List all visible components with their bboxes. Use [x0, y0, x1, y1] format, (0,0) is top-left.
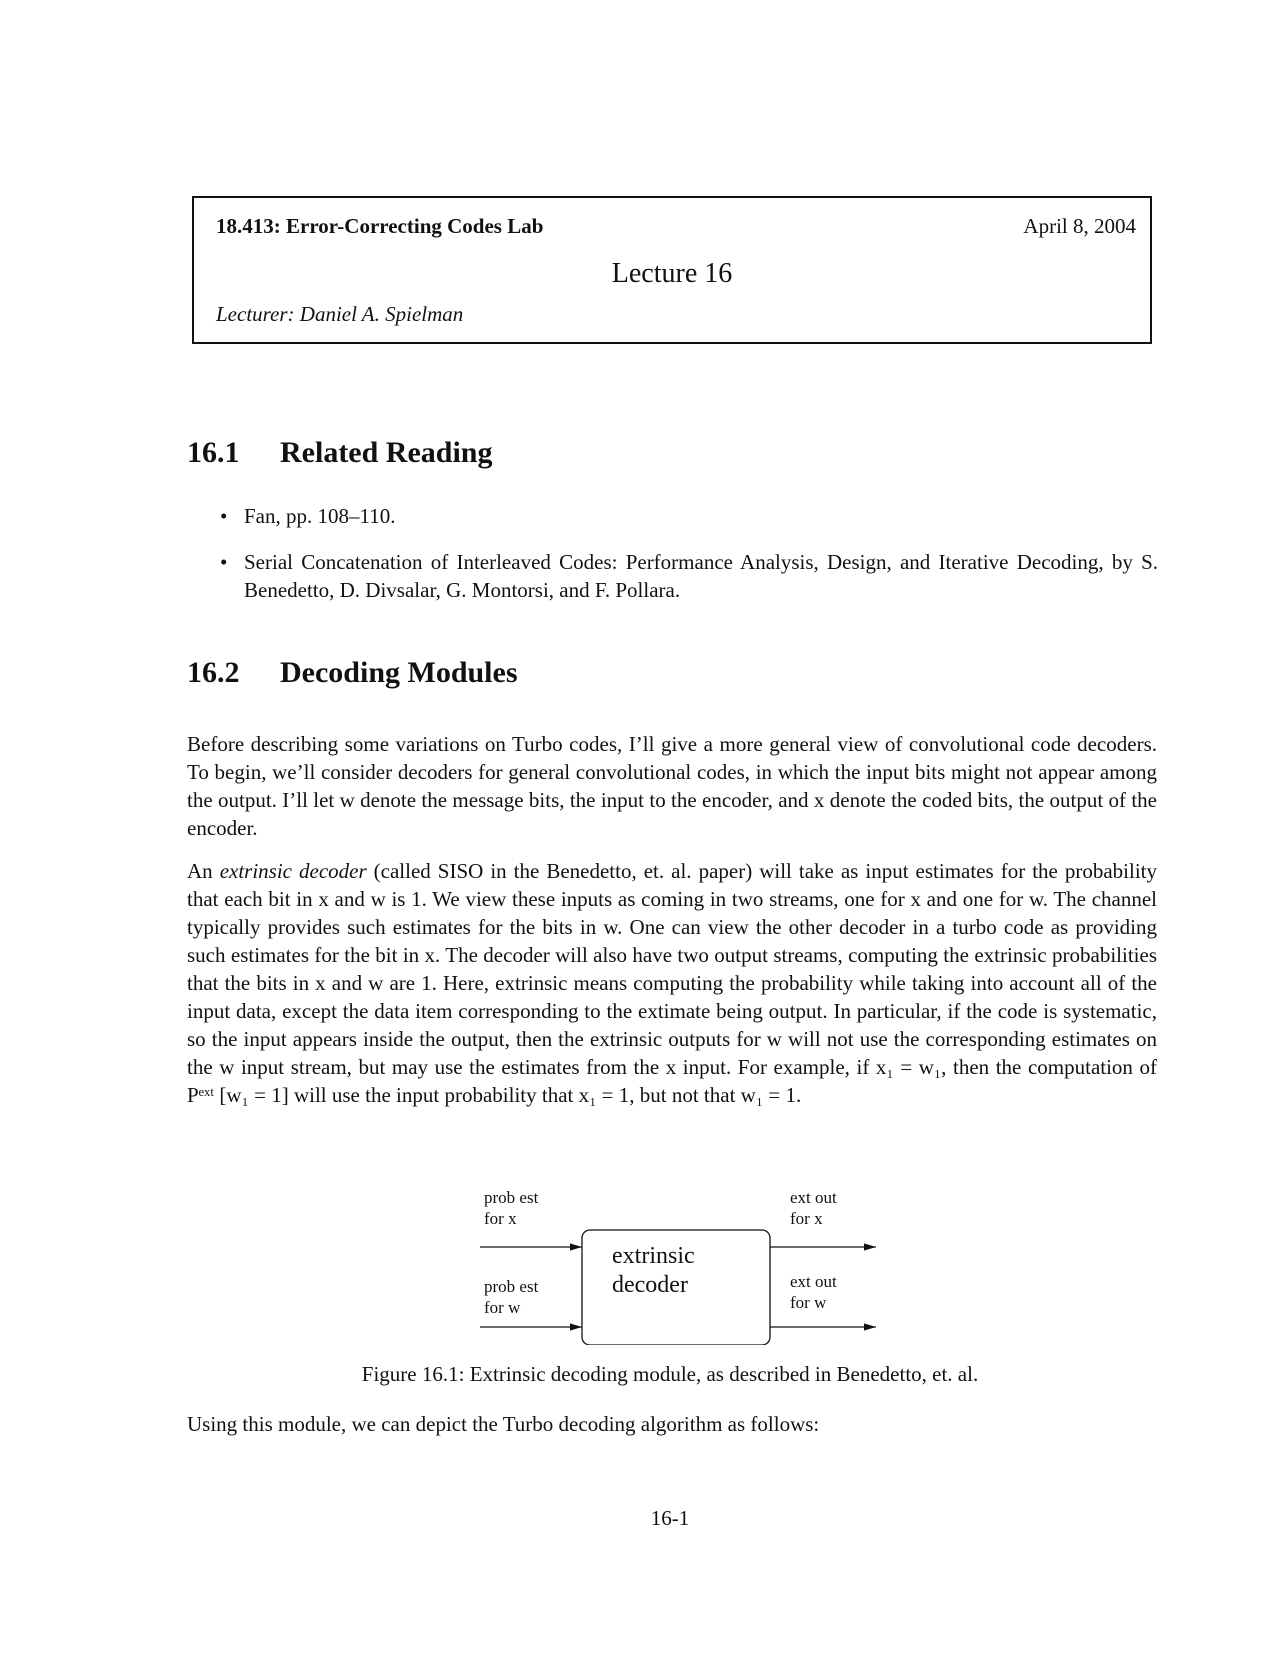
- decoder-box-label-line: decoder: [612, 1272, 688, 1298]
- output-w-label-line: for w: [790, 1293, 827, 1312]
- input-x-label-line: for x: [484, 1209, 517, 1228]
- reading-item-text: Serial Concatenation of Interleaved Codes: Performance Analysis, Design, and Iterative Decoding, by S. Benedetto, D. Divsalar, G. Montorsi, and F. Pollara.: [244, 550, 1158, 602]
- paragraph-lead-word: An: [187, 859, 213, 883]
- paragraph-intro: Before describing some variations on Turbo codes, I’ll give a more general view of convolutional code decoders. To begin, we’ll consider decoders for general convolutional codes, in which the input bits might not appear among the output. I’ll let w denote the message bits, the input to the encoder, and x denote the coded bits, the output of the encoder.: [187, 732, 1157, 840]
- paragraph-body: (called SISO in the Benedetto, et. al. paper) will take as input estimates for the probability that each bit in x and w is 1. We view these inputs as coming in two streams, one for x and one for w. The channel typically provides such estimates for the bits in w. One can view the other decoder in a turbo code as providing such estimates for the bit in x. The decoder will also have two output streams, computing the extrinsic probabilities that the bits in x and w are 1. Here, extrinsic means computing the probability while taking into account all of the input data, except the data item corresponding to the extimate being output. In particular, if the code is systematic, so the input appears inside the output, then the extrinsic outputs for w will not use the corresponding estimates on the w input stream, but may use the estimates from the x input. For example, if x₁ = w₁, then the computation of Pᵉˣᵗ [w₁ = 1] will use the input probability that x₁ = 1, but not that w₁ = 1.: [187, 859, 1158, 1107]
- figure-caption: Figure 16.1: Extrinsic decoding module, as described in Benedetto, et. al.: [361, 1362, 979, 1386]
- lecture-title: Lecture 16: [611, 258, 733, 289]
- course-title: 18.413: Error-Correcting Codes Lab: [216, 214, 544, 238]
- extrinsic-decoder-figure: [470, 1185, 890, 1345]
- lecture-date: April 8, 2004: [1023, 214, 1136, 238]
- term-extrinsic-decoder: extrinsic decoder: [219, 859, 367, 883]
- reading-item: [218, 502, 1158, 530]
- reading-item: [218, 548, 1158, 604]
- output-w-label: [790, 1271, 837, 1313]
- output-x-label-line: for x: [790, 1209, 823, 1228]
- output-x-label: [790, 1187, 837, 1229]
- input-x-label: [484, 1187, 538, 1229]
- lecturer-name: Lecturer: Daniel A. Spielman: [216, 302, 464, 326]
- section-number: 16.1: [187, 436, 240, 469]
- reading-item-text: Fan, pp. 108–110.: [244, 504, 396, 528]
- section-heading-related-reading: [187, 436, 493, 470]
- output-w-label-line: ext out: [790, 1272, 837, 1291]
- section-title: Decoding Modules: [280, 656, 518, 689]
- page-number: 16-1: [650, 1506, 690, 1530]
- input-w-label-line: for w: [484, 1298, 521, 1317]
- lecture-header-box: [192, 196, 1152, 344]
- section-title: Related Reading: [280, 436, 493, 469]
- bullet-icon: •: [220, 550, 228, 574]
- output-x-label-line: ext out: [790, 1188, 837, 1207]
- bullet-icon: •: [220, 504, 228, 528]
- reading-list: [218, 502, 1158, 622]
- input-w-label-line: prob est: [484, 1277, 539, 1296]
- input-w-label: [484, 1276, 538, 1318]
- decoder-box-label: [612, 1242, 695, 1300]
- paragraph-extrinsic-decoder: [187, 857, 1157, 1109]
- paragraph-turbo-intro: Using this module, we can depict the Turbo decoding algorithm as follows:: [187, 1412, 820, 1436]
- section-number: 16.2: [187, 656, 240, 689]
- section-heading-decoding-modules: [187, 656, 518, 690]
- decoder-box-label-line: extrinsic: [612, 1243, 695, 1269]
- input-x-label-line: prob est: [484, 1188, 539, 1207]
